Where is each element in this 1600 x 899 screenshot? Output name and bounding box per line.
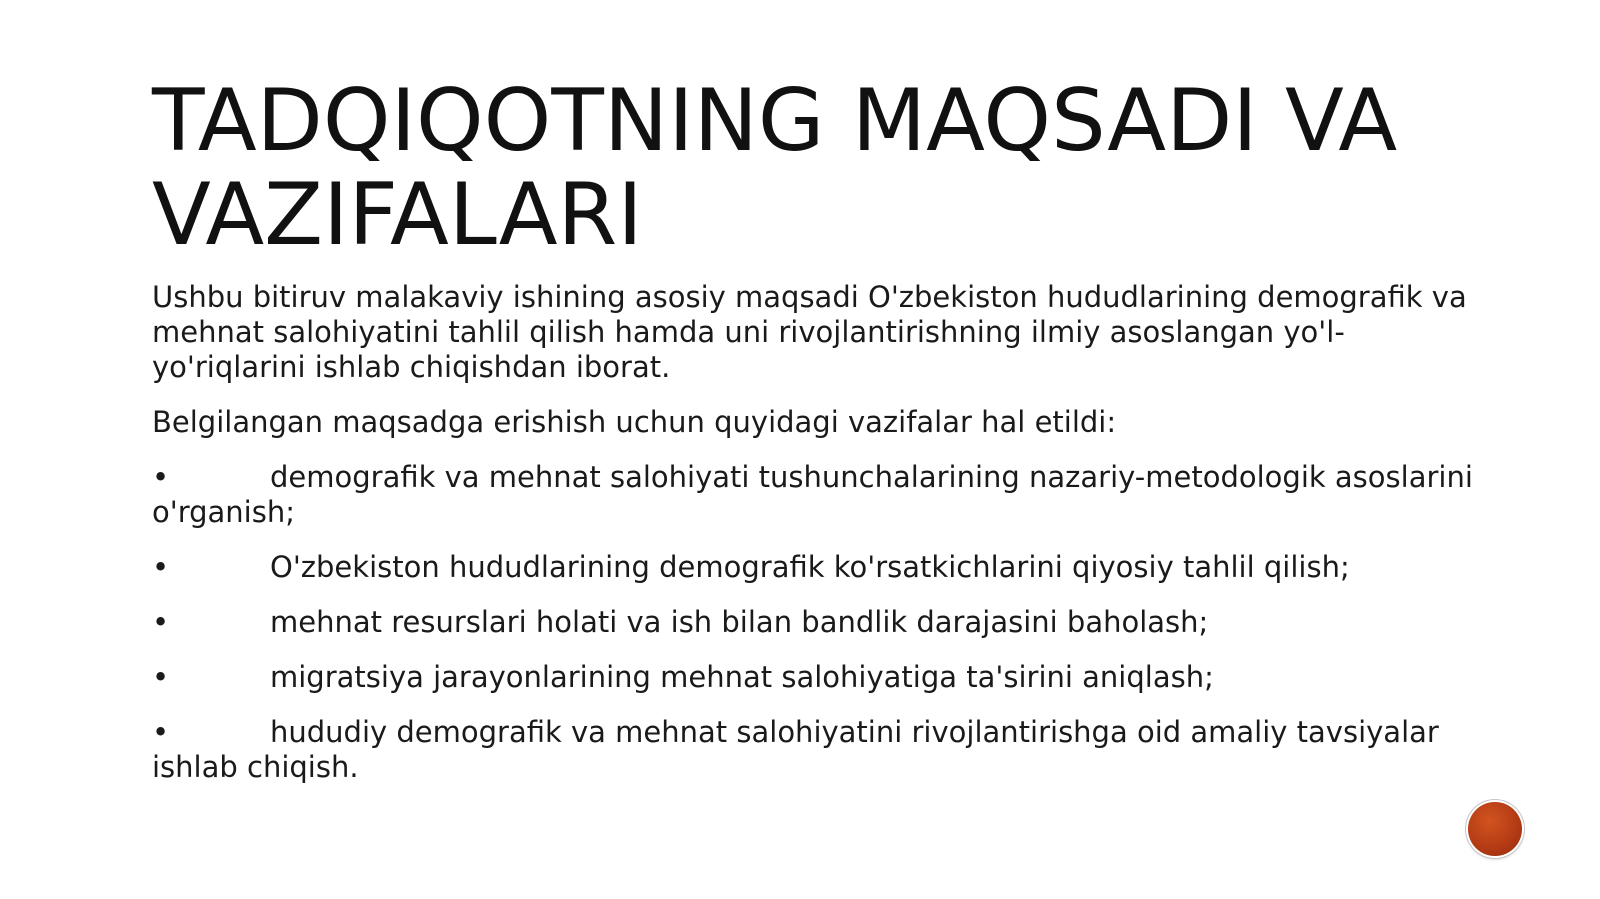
task-text: mehnat resurslari holati va ish bilan bandlik darajasini baholash; — [270, 605, 1209, 639]
slide-navigation-button[interactable] — [1468, 802, 1522, 856]
task-text: migratsiya jarayonlarining mehnat salohiyatiga ta'sirini aniqlash; — [270, 660, 1214, 694]
task-text: demografik va mehnat salohiyati tushunchalarining nazariy-metodologik asoslarini o'rganish; — [152, 460, 1473, 529]
tasks-intro: Belgilangan maqsadga erishish uchun quyidagi vazifalar hal etildi: — [152, 405, 1117, 439]
slide-body — [152, 280, 1492, 805]
task-item — [152, 660, 1492, 695]
slide-title: TADQIQOTNING MAQSADI VA VAZIFALARI — [152, 71, 1398, 265]
task-text: hududiy demografik va mehnat salohiyatini rivojlantirishga oid amaliy tavsiyalar ishlab chiqish. — [152, 715, 1439, 784]
bullet-icon: • — [152, 460, 170, 494]
intro-paragraph: Ushbu bitiruv malakaviy ishining asosiy maqsadi O'zbekiston hududlarining demografik va mehnat salohiyatini tahlil qilish hamda uni rivojlantirishning ilmiy asoslangan yo'l-yo'riqlarini ishlab chiqishdan iborat. — [152, 280, 1467, 384]
bullet-icon: • — [152, 660, 170, 694]
task-text: O'zbekiston hududlarining demografik ko'rsatkichlarini qiyosiy tahlil qilish; — [270, 550, 1350, 584]
bullet-icon: • — [152, 715, 170, 749]
task-item — [152, 460, 1492, 530]
bullet-icon: • — [152, 550, 170, 584]
task-item — [152, 715, 1492, 785]
bullet-icon: • — [152, 605, 170, 639]
task-item — [152, 550, 1492, 585]
task-item — [152, 605, 1492, 640]
tasks-list — [152, 460, 1492, 785]
